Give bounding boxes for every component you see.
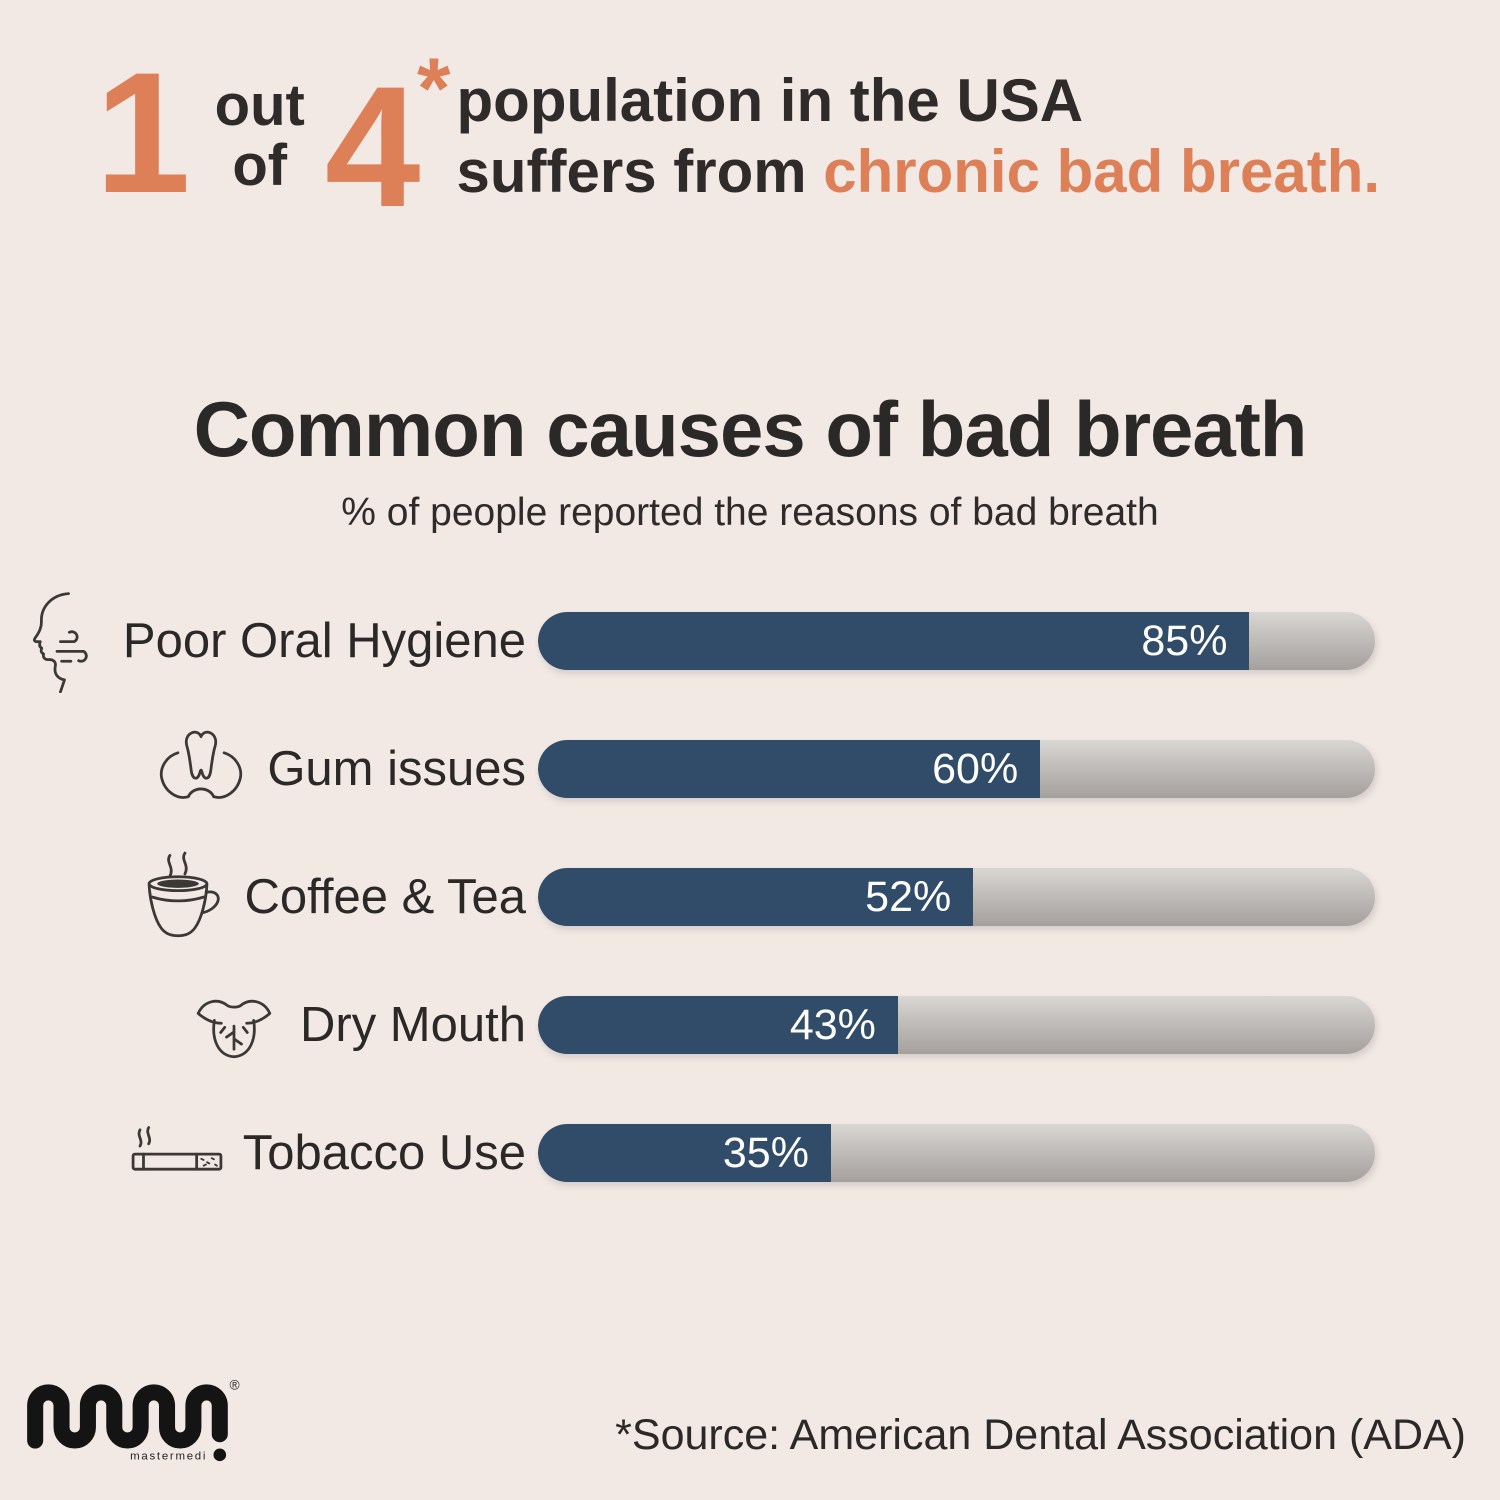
tooth-gum-icon <box>149 717 253 821</box>
bar-value-label: 43% <box>789 1000 876 1049</box>
bar-fill <box>538 868 973 926</box>
headline-line2-highlight: chronic bad breath. <box>823 137 1381 205</box>
breath-face-icon <box>5 589 109 693</box>
chart-row <box>33 577 1375 705</box>
category <box>33 973 538 1077</box>
category-label: Gum issues <box>267 742 526 797</box>
dry-mouth-tongue-icon <box>182 973 286 1077</box>
bar-track <box>538 1124 1375 1182</box>
registered-trademark-symbol: ® <box>229 1377 240 1393</box>
bar-chart <box>33 577 1375 1217</box>
headline-line1: population in the USA <box>456 67 1084 134</box>
bar-track <box>538 868 1375 926</box>
category-label: Poor Oral Hygiene <box>122 614 526 669</box>
bar-fill <box>538 1124 831 1182</box>
category-label: Coffee & Tea <box>244 870 526 925</box>
category <box>33 1101 538 1205</box>
bar-track <box>538 996 1375 1054</box>
stat-word-of: of <box>232 133 288 199</box>
category-label: Dry Mouth <box>299 998 526 1053</box>
stat-denominator: 4 <box>324 51 421 243</box>
footnote-asterisk: * <box>417 41 451 137</box>
stat-numerator: 1 <box>95 37 191 229</box>
category-label: Tobacco Use <box>242 1126 526 1181</box>
headline-line2 <box>457 137 1381 208</box>
stat-word-out: out <box>214 73 305 138</box>
bar-chart-rows <box>33 577 1375 1217</box>
mastermedi-squiggle-logo-icon <box>26 1370 241 1469</box>
bar-track <box>538 740 1375 798</box>
logo-wordmark: mastermedi <box>130 1450 208 1463</box>
bar-track <box>538 612 1375 670</box>
stat-denominator-wrap <box>324 41 451 243</box>
cigarette-icon <box>125 1101 229 1205</box>
bar-fill <box>538 996 898 1054</box>
coffee-cup-icon <box>126 845 230 949</box>
category <box>33 845 538 949</box>
chart-row <box>33 705 1375 833</box>
brand-logo <box>26 1370 241 1474</box>
bar-value-label: 85% <box>1141 616 1228 665</box>
category <box>33 717 538 821</box>
bar-fill <box>538 612 1249 670</box>
chart-row <box>33 833 1375 961</box>
stat-out-of <box>214 73 305 199</box>
bar-value-label: 52% <box>865 872 952 921</box>
header <box>0 0 1500 243</box>
bar-value-label: 35% <box>722 1128 809 1177</box>
source-attribution: *Source: American Dental Association (ADA) <box>615 1411 1466 1459</box>
category <box>33 589 538 693</box>
chart-subtitle: % of people reported the reasons of bad breath <box>341 491 1159 535</box>
chart-title: Common causes of bad breath <box>193 385 1307 474</box>
headline <box>457 66 1381 208</box>
bar-fill <box>538 740 1040 798</box>
logo-exclamation-dot-icon <box>213 1449 226 1462</box>
chart-row <box>33 1089 1375 1217</box>
bar-value-label: 60% <box>932 744 1019 793</box>
chart-row <box>33 961 1375 1089</box>
headline-line2-normal: suffers from <box>456 137 824 205</box>
